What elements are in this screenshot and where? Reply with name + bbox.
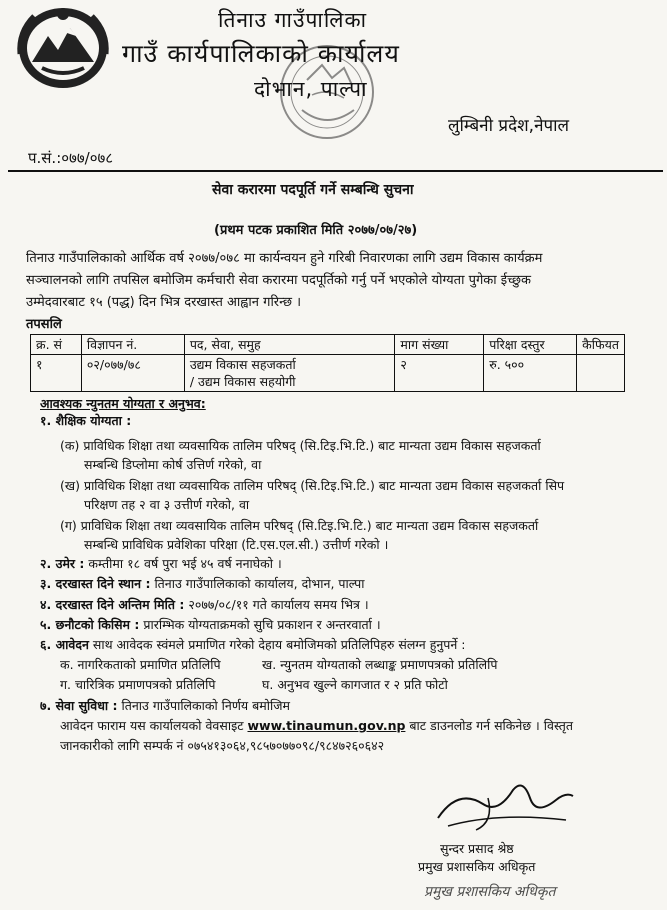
doc-item-ka: क. नागरिकताको प्रमाणित प्रतिलिपि (60, 657, 221, 672)
signature-icon (428, 770, 578, 840)
age-requirement (40, 555, 282, 572)
intro-line: तिनाउ गाउँपालिकाको आर्थिक वर्ष २०७७/०७८ मा कार्यन्वयन हुने गरिबी निवारणका लागि उद्यम विकास कार्यक्रम (26, 251, 543, 266)
education-item-ka: (क) प्राविधिक शिक्षा तथा व्यवसायिक तालिम परिषद् (सि.टिइ.भि.टि.) बाट मान्यता उद्यम विकास सहजकर्ता (60, 438, 541, 453)
intro-line: सञ्चालनको लागि तपसिल बमोजिम कर्मचारी सेवा करारमा पदपूर्तिको गर्नु पर्ने भएकोले योग्यता पुगेका ईच्छुक (26, 273, 532, 288)
requirements-heading: आवश्यक न्युनतम योग्यता र अनुभव: (40, 396, 206, 411)
selection-method (40, 616, 381, 633)
place-label: ३. दरखास्त दिने स्थान : (40, 576, 151, 591)
header-divider (8, 170, 663, 172)
service-label: ७. सेवा सुविधा : (40, 698, 118, 713)
apply-text: साथ आवेदक स्वंमले प्रमाणित गरेको देहाय बमोजिमको प्रतिलिपिहरु संलग्न हुनुपर्ने : (92, 637, 466, 652)
col-fee: परिक्षा दस्तुर (484, 335, 577, 355)
intro-paragraph (26, 248, 636, 314)
cell-sn: १ (31, 355, 82, 392)
office-name: गाउँ कार्यपालिकाको कार्यालय (122, 39, 400, 68)
cell-post (184, 355, 395, 392)
application-deadline (40, 596, 369, 613)
reference-number: प.सं.:०७७/०७८ (28, 149, 114, 167)
place-text: तिनाउ गाउँपालिकाको कार्यालय, दोभान, पाल्पा (154, 576, 365, 591)
age-text: कम्तीमा १८ वर्ष पुरा भई ४५ वर्ष ननाघेको । (88, 556, 282, 571)
nepal-emblem-icon (14, 2, 112, 92)
vacancy-table (30, 334, 625, 392)
website-link[interactable]: www.tinaumun.gov.np (247, 718, 406, 733)
form-text: आवेदन फाराम यस कार्यालयको वेवसाइट (60, 718, 244, 733)
education-label: १. शैक्षिक योग्यता : (40, 413, 132, 428)
doc-item-kha: ख. न्युनतम योग्यताको लब्धाङ्क प्रमाणपत्रको प्रतिलिपि (262, 657, 498, 672)
post-line: / उद्यम विकास सहयोगी (189, 374, 296, 389)
education-item-ga-cont: सम्बन्धि प्राविधिक प्रवेशिका परिक्षा (टि.एस.एल.सी.) उत्तीर्ण गरेको । (84, 537, 389, 552)
application-place (40, 575, 364, 592)
education-item-kha: (ख) प्राविधिक शिक्षा तथा व्यवसायिक तालिम परिषद् (सि.टिइ.भि.टि.) बाट मान्यता उद्यम विकास सहजकर्ता सिप (60, 478, 565, 493)
col-sn: क्र. सं (31, 335, 82, 355)
col-remarks: कैफियत (577, 335, 625, 355)
age-label: २. उमेर : (40, 556, 85, 571)
cell-remarks (577, 355, 625, 392)
service-benefits (40, 697, 290, 714)
notice-title: सेवा करारमा पदपूर्ति गर्ने सम्बन्धि सुचना (212, 182, 414, 198)
education-item-kha-cont: परिक्षण तह २ वा ३ उत्तीर्ण गरेको, वा (84, 497, 250, 512)
signatory-name: सुन्दर प्रसाद श्रेष्ठ (440, 841, 514, 856)
deadline-label: ४. दरखास्त दिने अन्तिम मिति : (40, 597, 185, 612)
cell-fee: रु. ५०० (484, 355, 577, 392)
province-name: लुम्बिनी प्रदेश,नेपाल (448, 116, 570, 136)
cell-adv-no: ०२/०७७/७८ (81, 355, 184, 392)
schedule-label: तपसलि (26, 317, 62, 332)
form-text: बाट डाउनलोड गर्न सकिनेछ । विस्तृत (409, 718, 574, 733)
education-item-ka-cont: सम्बन्धि डिप्लोमा कोर्ष उत्तिर्ण गरेको, वा (84, 457, 262, 472)
first-published-date: (प्रथम पटक प्रकाशित मिति २०७७/०७/२७) (214, 223, 418, 238)
signatory-designation: प्रमुख प्रशासकिय अधिकृत (418, 859, 536, 874)
col-demand: माग संख्या (395, 335, 484, 355)
deadline-text: २०७७/०८/११ गते कार्यालय समय भित्र । (188, 597, 369, 612)
post-line: उद्यम विकास सहजकर्ता (189, 357, 296, 372)
service-text: तिनाउ गाउँपालिकाको निर्णय बमोजिम (121, 698, 290, 713)
col-adv-no: विज्ञापन नं. (81, 335, 184, 355)
form-download-line (60, 717, 573, 734)
selection-text: प्रारम्भिक योग्यताक्रमको सुचि प्रकाशन र अन्तरवार्ता । (143, 617, 381, 632)
doc-item-ga: ग. चारित्रिक प्रमाणपत्रको प्रतिलिपि (60, 677, 216, 692)
selection-label: ५. छनौटको किसिम : (40, 617, 140, 632)
cell-demand: २ (395, 355, 484, 392)
doc-item-gha: घ. अनुभव खुल्ने कागजात र २ प्रति फोटो (262, 677, 448, 692)
table-row (31, 355, 625, 392)
intro-line: उम्मेदवारबाट १५ (पद्ध) दिन भित्र दरखास्त आह्वान गरिन्छ । (26, 295, 302, 310)
education-item-ga: (ग) प्राविधिक शिक्षा तथा व्यवसायिक तालिम परिषद् (सि.टिइ.भि.टि.) बाट मान्यता उद्यम विकास सहजकर्ता (60, 518, 539, 533)
col-post: पद, सेवा, समुह (184, 335, 395, 355)
office-location: दोभान, पाल्पा (254, 77, 368, 101)
designation-stamp: प्रमुख प्रशासकिय अधिकृत (424, 884, 556, 900)
table-header-row (31, 335, 625, 355)
contact-line: जानकारीको लागि सम्पर्क नं ०७५४१३०६४,९८५७०७७०९८/९८४७२६०६४२ (60, 738, 385, 753)
application-documents (40, 636, 466, 653)
municipality-name: तिनाउ गाउँपालिका (218, 8, 368, 32)
apply-label: ६. आवेदन (40, 637, 89, 652)
